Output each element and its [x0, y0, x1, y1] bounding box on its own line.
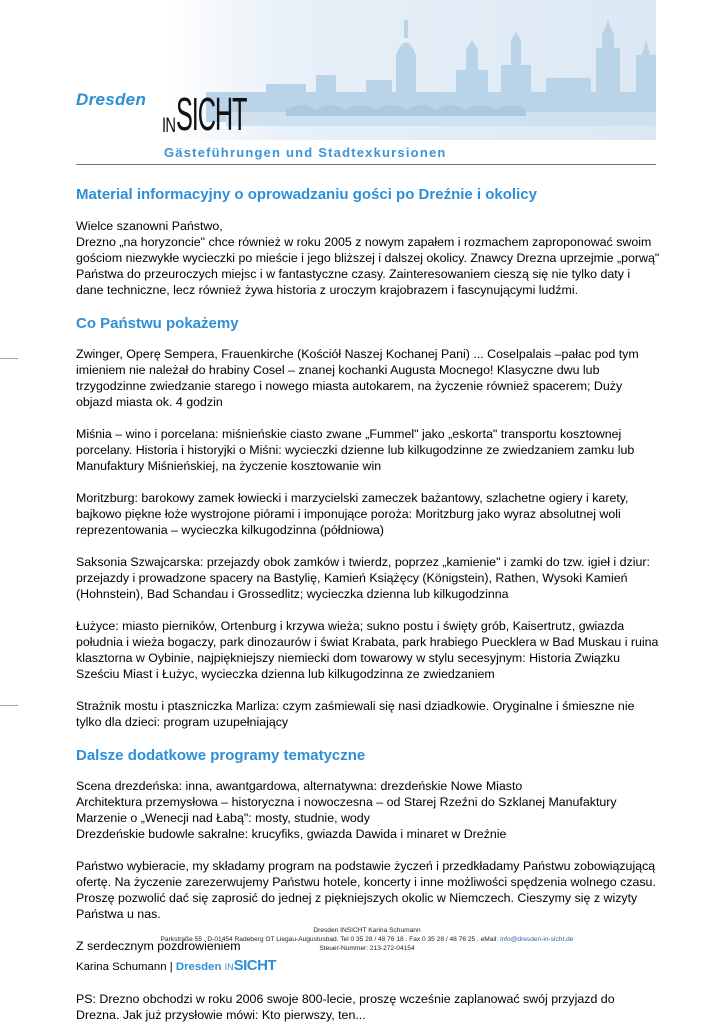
signature-name: Karina Schumann | — [76, 961, 176, 973]
margin-mark-top — [0, 358, 18, 359]
greeting: Wielce szanowni Państwo, — [76, 219, 223, 233]
signature-brand-in: IN — [224, 962, 234, 972]
tagline: Gästeführungen und Stadtexkursionen — [164, 145, 447, 160]
section-heading-additional-programs: Dalsze dodatkowe programy tematyczne — [76, 747, 366, 764]
footer — [60, 926, 674, 953]
footer-tax-number: Steuer-Nummer: 213-272-04154 — [319, 945, 415, 952]
program-line: Architektura przemysłowa – historyczna i nowoczesna – od Starej Rzeźni do Szklanej Manufaktury — [76, 795, 617, 809]
program-line: Drezdeńskie budowle sakralne: krucyfiks, gwiazda Dawida i minaret w Dreźnie — [76, 827, 507, 841]
letterhead — [76, 0, 656, 168]
paragraph-moritzburg: Moritzburg: barokowy zamek łowiecki i marzycielski zameczek bażantowy, szlachetne ogiery i karety, bajkowo piękne łoże wystrojone piórami i imponujące poroża: Moritzburg jako wyraz absolutnej woli reprezentowania – wycieczka kilkugodzinna (półdniowa) — [76, 491, 629, 537]
footer-company: Dresden INSICHT Karina Schumann — [313, 927, 421, 934]
margin-mark-bottom — [0, 705, 18, 706]
paragraph-meissen: Miśnia – wino i porcelana: miśnieńskie ciasto zwane „Fummel" jako „eskorta" transportu kosztownej porcelany. Historia i historyjki o Miśni: wycieczki dzienne lub kilkugodzinne ze zwiedzaniem zamku lub Manufaktury Miśnieńskiej, na życzenie kosztowanie win — [76, 427, 635, 473]
footer-address: Parkstraße 55 . D-01454 Radeberg OT Liegau-Augustusbad. Tel 0 35 28 / 48 76 18 . Fax 0 35 28 / 48 76 25 . eMail: — [160, 936, 501, 943]
logo-in-wordmark: IN — [162, 114, 176, 137]
signature-brand-sicht: SICHT — [233, 957, 277, 974]
closing-salutation: Z serdecznym pozdrowieniem — [76, 939, 241, 953]
paragraph-bridge-keeper: Strażnik mostu i ptaszniczka Marliza: czym zaśmiewali się nasi dziadkowie. Oryginalne i śmieszne nie tylko dla dzieci: program uzupełniający — [76, 699, 635, 729]
program-line: Marzenie o „Wenecji nad Łabą": mosty, studnie, wody — [76, 811, 370, 825]
intro-paragraph: Drezno „na horyzoncie" chce również w roku 2005 z nowym zapałem i rozmachem zaproponować swoim gościom niezwykłe wycieczki po mieście i jego bliższej i dalszej okolicy. Znawcy Drezna uprzejmie „porwą" Państwa do przeuroczych miejsc i w fantastyczne czasy. Zainteresowaniem cieszą się nie tylko daty i dane techniczne, lecz również żywa historia z uroczym krajobrazem i fascynującymi ludźmi. — [76, 235, 660, 297]
postscript: PS: Drezno obchodzi w roku 2006 swoje 800-lecie, proszę wcześnie zaplanować swój przyjazd do Drezna. Jak już przysłowie mówi: Kto pierwszy, ten... — [76, 992, 615, 1022]
paragraph-saxon-switzerland: Saksonia Szwajcarska: przejazdy obok zamków i twierdz, poprzez „kamienie" i zamki do tzw. igieł i dziur: przejazdy i prowadzone spacery na Bastylię, Kamień Książęcy (Königstein), Rathen, Wysoki Kamień (Hohnstein), Bad Schandau i Grossedlitz; wycieczka dzienna lub kilkugodzinna — [76, 555, 650, 601]
footer-email-link[interactable]: info@dresden-in-sicht.de — [500, 936, 574, 943]
logo-sicht-wordmark: SICHT — [176, 88, 247, 140]
section-heading-what-we-show: Co Państwu pokażemy — [76, 315, 239, 332]
signature-line — [76, 958, 660, 975]
paragraph-lusatia: Łużyce: miasto pierników, Ortenburg i krzywa wieża; sukno postu i święty grób, Kaisertrutz, gwiazda południa i wieża bogaczy, park dinozaurów i świat Krabata, park hrabiego Puecklera w Bad Muskau i ruina klasztorna w Oybinie, najpiękniejszy niemiecki dom towarowy w stylu secesyjnym: Historia Związku Sześciu Miast i Łużyc, wycieczka dzienna lub kilkugodzinna ze zwiedzaniem — [76, 619, 659, 681]
offer-paragraph: Państwo wybieracie, my składamy program na podstawie życzeń i przedkładamy Państwu zobowiązującą ofertę. Na życzenie zarezerwujemy Państwu hotele, koncerty i inne możliwości spędzenia wolnego czasu. Proszę pozwolić dać się zaprosić do jednej z piękniejszych okolic w Niemczech. Cieszymy się z wizyty Państwa u nas. — [76, 859, 656, 921]
header-divider — [76, 164, 656, 165]
letter-body — [76, 185, 660, 1023]
paragraph-dresden-city: Zwinger, Operę Sempera, Frauenkirche (Kościół Naszej Kochanej Pani) ... Coselpalais –pałac pod tym imieniem nie należał do hrabiny Cosel – znanej kochanki Augusta Mocnego! Klasyczne dwu lub trzygodzinne zwiedzanie starego i nowego miasta autokarem, na życzenie również spacerem; Duży objazd miasta ok. 4 godzin — [76, 347, 639, 409]
signature-brand-dresden: Dresden — [175, 961, 225, 973]
document-title: Material informacyjny o oprowadzaniu gości po Dreźnie i okolicy — [76, 186, 537, 203]
footer-address-line — [60, 935, 674, 944]
program-line: Scena drezdeńska: inna, awantgardowa, alternatywna: drezdeńskie Nowe Miasto — [76, 779, 523, 793]
logo-dresden-wordmark: Dresden — [76, 90, 147, 109]
